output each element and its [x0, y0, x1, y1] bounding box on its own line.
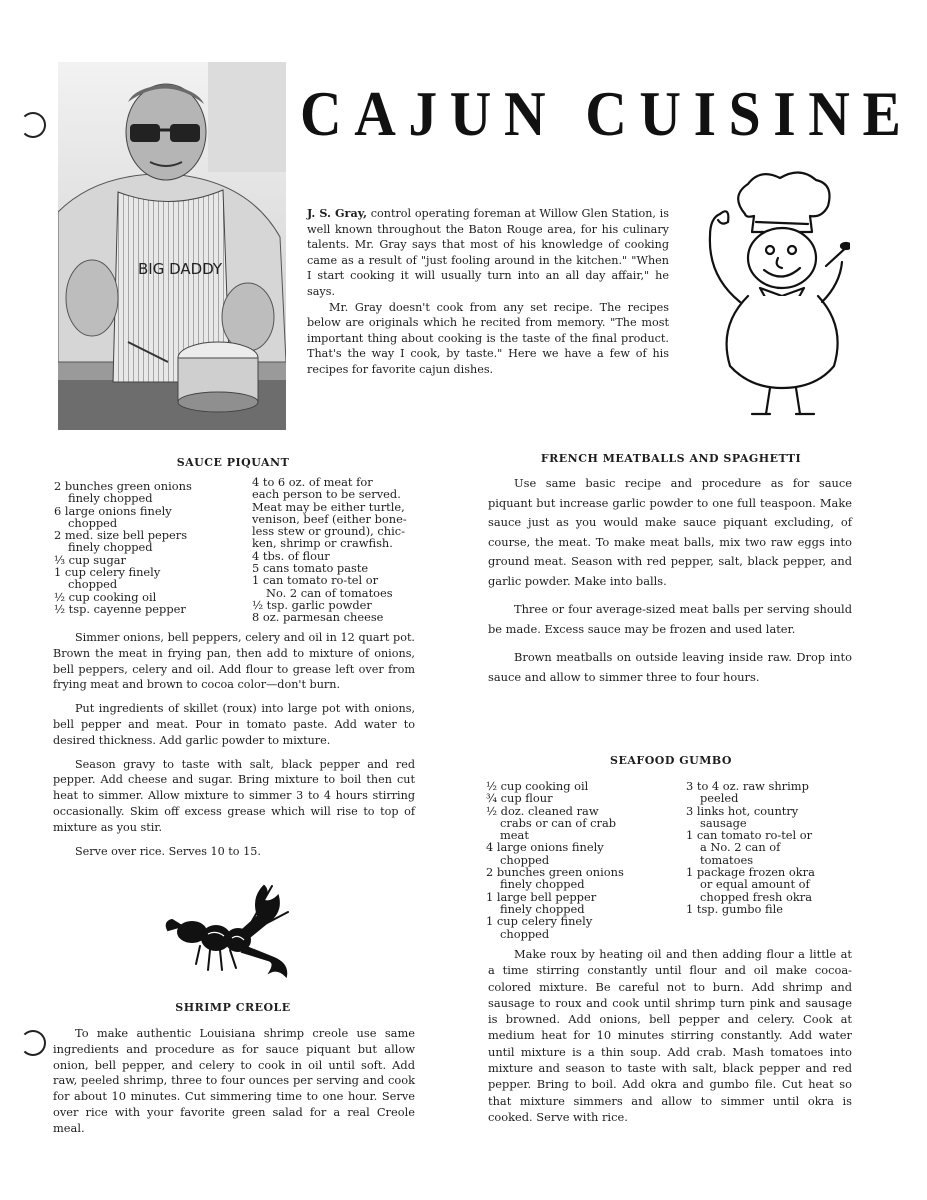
seafood-gumbo-ingredients-left [486, 780, 686, 940]
sauce-piquant-ingredients-left [54, 480, 254, 615]
ingredient-line: 5 cans tomato paste [252, 561, 369, 576]
page-title: CAJUN CUISINE [300, 78, 914, 149]
ingredient-line: 1 can tomato ro-tel or [686, 828, 813, 843]
french-meatballs-directions [488, 474, 852, 696]
ingredient-line: sausage [700, 815, 747, 830]
paragraph: Three or four average-sized meat balls per serving should be made. Excess sauce may be frozen and used later. [488, 602, 852, 636]
ingredient-line: chopped [68, 515, 118, 530]
binder-hole [20, 112, 46, 138]
ingredient-line: ½ tsp. garlic powder [252, 597, 372, 612]
ingredient-line: ken, shrimp or crawfish. [252, 536, 393, 551]
ingredient-line: crabs or can of crab [500, 815, 617, 830]
ingredient-line: finely chopped [68, 540, 153, 555]
ingredient-line: ¾ cup flour [486, 791, 553, 806]
shrimp-creole-directions [53, 1026, 415, 1137]
ingredient-line: 1 package frozen okra [686, 865, 815, 880]
seafood-gumbo-directions [488, 946, 852, 1125]
paragraph: Use same basic recipe and procedure as for sauce piquant but increase garlic powder to one full teaspoon. Make sauce just as you would make sauce piquant excluding, of course, the meat. To make meat balls, mix two raw eggs into ground meat. Season with red pepper, salt, black pepper, and garlic powder. Make into balls. [488, 476, 852, 588]
seafood-gumbo-ingredients-right [686, 780, 856, 915]
ingredient-line: 2 bunches green onions [54, 479, 192, 493]
apron-text: BIG DADDY [138, 260, 223, 278]
ingredient-line: chopped [68, 577, 118, 592]
ingredient-line: finely chopped [500, 901, 585, 916]
intro-text [307, 206, 669, 378]
paragraph: Simmer onions, bell peppers, celery and oil in 12 quart pot. Brown the meat in frying pan, then add to mixture of onions, bell peppers, celery and oil. Add flour to grease left over from frying meat and brown to cocoa color—don't burn. [53, 631, 415, 692]
ingredient-line: 1 large bell pepper [486, 889, 597, 904]
binder-hole [20, 1030, 46, 1056]
shrimp-creole-title: SHRIMP CREOLE [175, 1001, 291, 1014]
ingredient-line: ½ doz. cleaned raw [486, 803, 599, 818]
crawfish-illustration [160, 882, 290, 978]
ingredient-line: 2 bunches green onions [486, 865, 624, 880]
ingredient-line: 4 tbs. of flour [252, 548, 330, 563]
sauce-piquant-ingredients-right [252, 476, 422, 624]
ingredient-line: No. 2 can of tomatoes [266, 585, 393, 600]
ingredient-line: or equal amount of [700, 877, 810, 892]
ingredient-line: venison, beef (either bone- [252, 511, 407, 526]
ingredient-line: 1 tsp. gumbo file [686, 901, 784, 916]
intro-paragraph-1: control operating foreman at Willow Glen Station, is well known throughout the Baton Rouge area, for his culinary talents. Mr. Gray says that most of his knowledge of cooking came as a result of "just fooling around in the kitchen." "When I start cooking it will usually turn into an all day affair," he says. [307, 207, 669, 298]
ingredient-line: meat [500, 828, 529, 843]
seafood-gumbo-title: SEAFOOD GUMBO [610, 754, 732, 767]
ingredient-line: 1 cup celery finely [486, 914, 593, 929]
sauce-piquant-title: SAUCE PIQUANT [176, 456, 290, 469]
ingredient-line: Meat may be either turtle, [252, 499, 405, 514]
paragraph: Serve over rice. Serves 10 to 15. [75, 844, 261, 858]
ingredient-line: 4 large onions finely [486, 840, 604, 855]
chef-cartoon-illustration [700, 166, 850, 422]
ingredient-line: 2 med. size bell pepers [54, 528, 188, 543]
shrimp-creole-paragraph: To make authentic Louisiana shrimp creole use same ingredients and procedure as for sauce piquant but allow onion, bell pepper, and celery to cook in oil until soft. Add raw, peeled shrimp, three to four ounces per serving and cook for about 10 minutes. Cut simmering time to one hour. Serve over rice with your favorite green salad for a real Creole meal. [53, 1026, 415, 1135]
ingredient-line: ½ cup cooking oil [486, 779, 589, 793]
ingredient-line: 8 oz. parmesan cheese [252, 610, 384, 625]
ingredient-line: each person to be served. [252, 487, 401, 502]
ingredient-line: ½ tsp. cayenne pepper [54, 601, 186, 616]
ingredient-line: a No. 2 can of [700, 840, 781, 855]
ingredient-line: 4 to 6 oz. of meat for [252, 475, 373, 489]
ingredient-line: 1 cup celery finely [54, 565, 161, 580]
ingredient-line: chopped fresh okra [700, 889, 813, 904]
chef-photo [58, 62, 286, 430]
ingredient-line: chopped [500, 852, 550, 867]
paragraph: Put ingredients of skillet (roux) into large pot with onions, bell pepper and meat. Pour in tomato paste. Add water to desired thickness. Add garlic powder to mixture. [53, 702, 415, 747]
ingredient-line: 3 links hot, country [686, 803, 799, 818]
paragraph: Brown meatballs on outside leaving inside raw. Drop into sauce and allow to simmer three to four hours. [488, 650, 852, 684]
ingredient-line: peeled [700, 791, 739, 806]
seafood-gumbo-paragraph: Make roux by heating oil and then adding flour a little at a time stirring constantly until flour and oil make cocoa-colored mixture. Be careful not to burn. Add shrimp and sausage to roux and cook until shrimp turn pink and sausage is browned. Add onions, bell pepper and celery. Cook at medium heat for 10 minutes stirring constantly. Add water until mixture is a thin soup. Add crab. Mash tomatoes into mixture and season to taste with salt, black pepper and red pepper. Bring to boil. Add okra and gumbo file. Cut heat so that mixture simmers and allow to simmer until okra is cooked. Serve with rice. [488, 947, 852, 1124]
ingredient-line: ½ cup cooking oil [54, 589, 157, 604]
french-meatballs-title: FRENCH MEATBALLS AND SPAGHETTI [540, 452, 802, 465]
ingredient-line: tomatoes [700, 852, 754, 867]
intro-paragraph-2: Mr. Gray doesn't cook from any set recipe. The recipes below are originals which he recited from memory. "The most important thing about cooking is the taste of the final product. That's the way I cook, by taste." Here we have a few of his recipes for favorite cajun dishes. [307, 300, 669, 376]
ingredient-line: ⅓ cup sugar [54, 552, 126, 567]
ingredient-line: 6 large onions finely [54, 503, 172, 518]
ingredient-line: finely chopped [68, 491, 153, 506]
paragraph: Season gravy to taste with salt, black pepper and red pepper. Add cheese and sugar. Bring mixture to boil then cut heat to simmer. Allow mixture to simmer 3 to 4 hours stirring occasionally. Skim off excess grease which will rise to top of mixture as you stir. [53, 757, 415, 834]
ingredient-line: 3 to 4 oz. raw shrimp [686, 779, 809, 793]
intro-lead: J. S. Gray, [307, 206, 368, 220]
ingredient-line: less stew or ground), chic- [252, 524, 405, 539]
ingredient-line: finely chopped [500, 877, 585, 892]
ingredient-line: chopped [500, 926, 550, 941]
ingredient-line: 1 can tomato ro-tel or [252, 573, 379, 588]
sauce-piquant-directions [53, 630, 415, 867]
